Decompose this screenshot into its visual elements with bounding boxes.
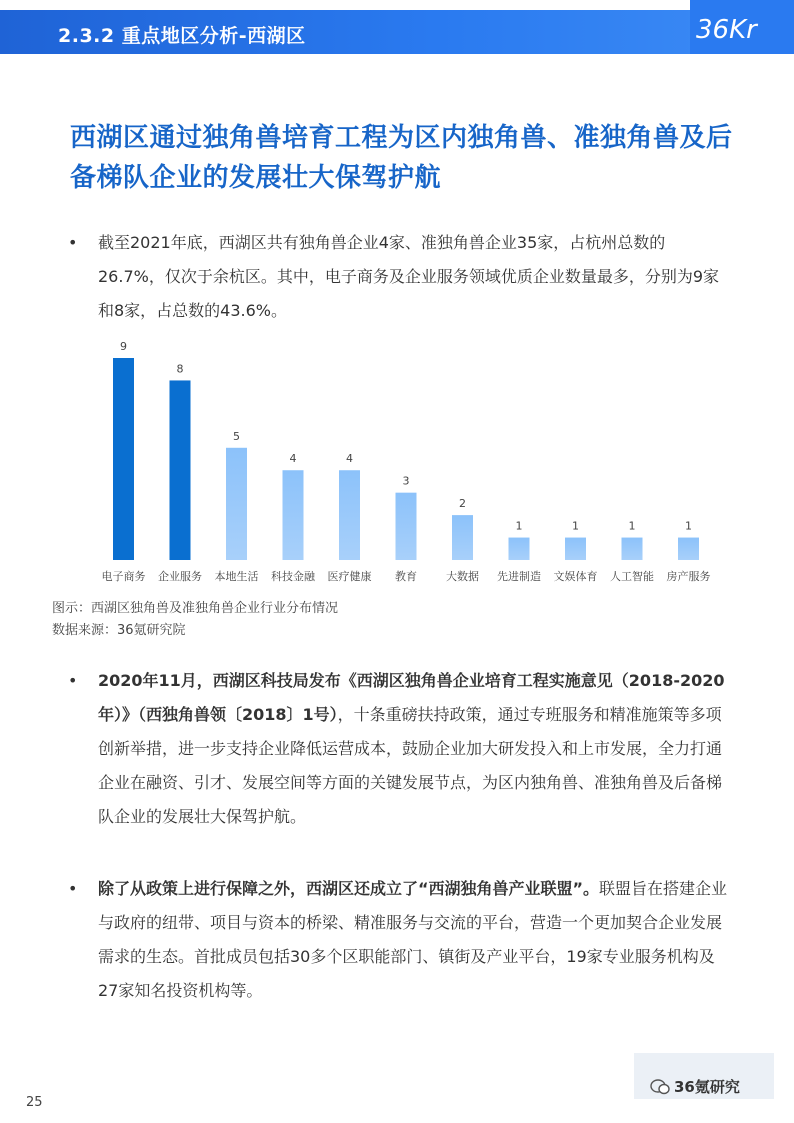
bullet-2-text — [98, 664, 728, 834]
data-label-4: 4 — [289, 452, 297, 466]
wechat-watermark — [650, 1076, 740, 1097]
category-label-7: 大数据 — [446, 570, 479, 583]
bullet-dot: • — [68, 233, 78, 252]
bar-4 — [283, 470, 304, 560]
data-label-1: 9 — [120, 340, 127, 353]
category-label-3: 本地生活 — [214, 570, 259, 583]
bar-2 — [170, 380, 191, 560]
bullet-2-body: ，十条重磅扶持政策，通过专班服务和精准施策等多项创新举措，进一步支持企业降低运营成本，鼓励企业加大研发投入和上市发展，全力打通企业在融资、引才、发展空间等方面的关键发展节点，为区内独角兽、准独角兽及后备梯队企业的发展壮大保驾护航。 — [98, 705, 723, 826]
bullet-3-body: 联盟旨在搭建企业与政府的纽带、项目与资本的桥梁、精准服务与交流的平台，营造一个更加契合企业发展需求的生态。首批成员包括30多个区职能部门、镇街及产业平台，19家专业服务机构及27家知名投资机构等。 — [98, 879, 728, 1000]
category-label-6: 教育 — [395, 570, 417, 583]
data-label-2: 8 — [176, 362, 184, 376]
data-label-10: 1 — [628, 519, 636, 533]
wechat-watermark-text: 36氪研究 — [674, 1078, 740, 1096]
category-label-8: 先进制造 — [497, 570, 541, 583]
bar-10 — [622, 538, 643, 560]
category-label-2: 企业服务 — [158, 570, 202, 583]
category-label-5: 医疗健康 — [327, 570, 372, 583]
bar-5 — [339, 470, 360, 560]
category-label-9: 文娱体育 — [553, 570, 598, 583]
bullet-dot: • — [68, 671, 78, 690]
category-label-10: 人工智能 — [610, 570, 654, 583]
industry-bar-chart — [90, 325, 730, 595]
headline: 西湖区通过独角兽培育工程为区内独角兽、准独角兽及后备梯队企业的发展壮大保驾护航 — [70, 123, 733, 193]
bar-3 — [226, 448, 247, 560]
data-label-11: 1 — [685, 519, 692, 533]
data-label-3: 5 — [233, 429, 240, 443]
data-label-7: 2 — [459, 497, 466, 511]
bullet-3-bold: 除了从政策上进行保障之外，西湖区还成立了“西湖独角兽产业联盟”。 — [98, 879, 600, 898]
data-label-8: 1 — [515, 519, 523, 533]
bar-7 — [452, 515, 473, 560]
category-label-4: 科技金融 — [271, 570, 315, 583]
wechat-icon — [650, 1079, 670, 1095]
bullet-1-text: 截至2021年底，西湖区共有独角兽企业4家、准独角兽企业35家，占杭州总数的26.7%，仅次于余杭区。其中，电子商务及企业服务领域优质企业数量最多，分别为9家和8家，占总数的43.6%。 — [98, 233, 720, 320]
bullet-3-text — [98, 872, 728, 1008]
source-caption: 数据来源：36氪研究院 — [52, 623, 186, 638]
bar-11 — [678, 538, 699, 560]
data-label-6: 3 — [402, 474, 410, 488]
bar-9 — [565, 538, 586, 560]
category-label-11: 房产服务 — [666, 570, 711, 583]
bar-8 — [509, 538, 530, 560]
section-title: 2.3.2 重点地区分析-西湖区 — [58, 25, 306, 47]
bullet-2-bold: 2020年11月，西湖区科技局发布《西湖区独角兽企业培育工程实施意见（2018-2020年）》（西独角兽领〔2018〕1号） — [98, 671, 725, 724]
bar-6 — [396, 493, 417, 560]
bullet-dot: • — [68, 879, 78, 898]
bar-1 — [113, 358, 134, 560]
data-label-5: 4 — [346, 452, 353, 466]
36kr-logo — [690, 0, 794, 54]
page-number: 25 — [26, 1095, 43, 1110]
logo-text: 36Kr — [696, 15, 757, 45]
data-label-9: 1 — [572, 519, 579, 533]
figure-caption: 图示：西湖区独角兽及准独角兽企业行业分布情况 — [52, 601, 339, 616]
category-label-1: 电子商务 — [101, 570, 146, 583]
